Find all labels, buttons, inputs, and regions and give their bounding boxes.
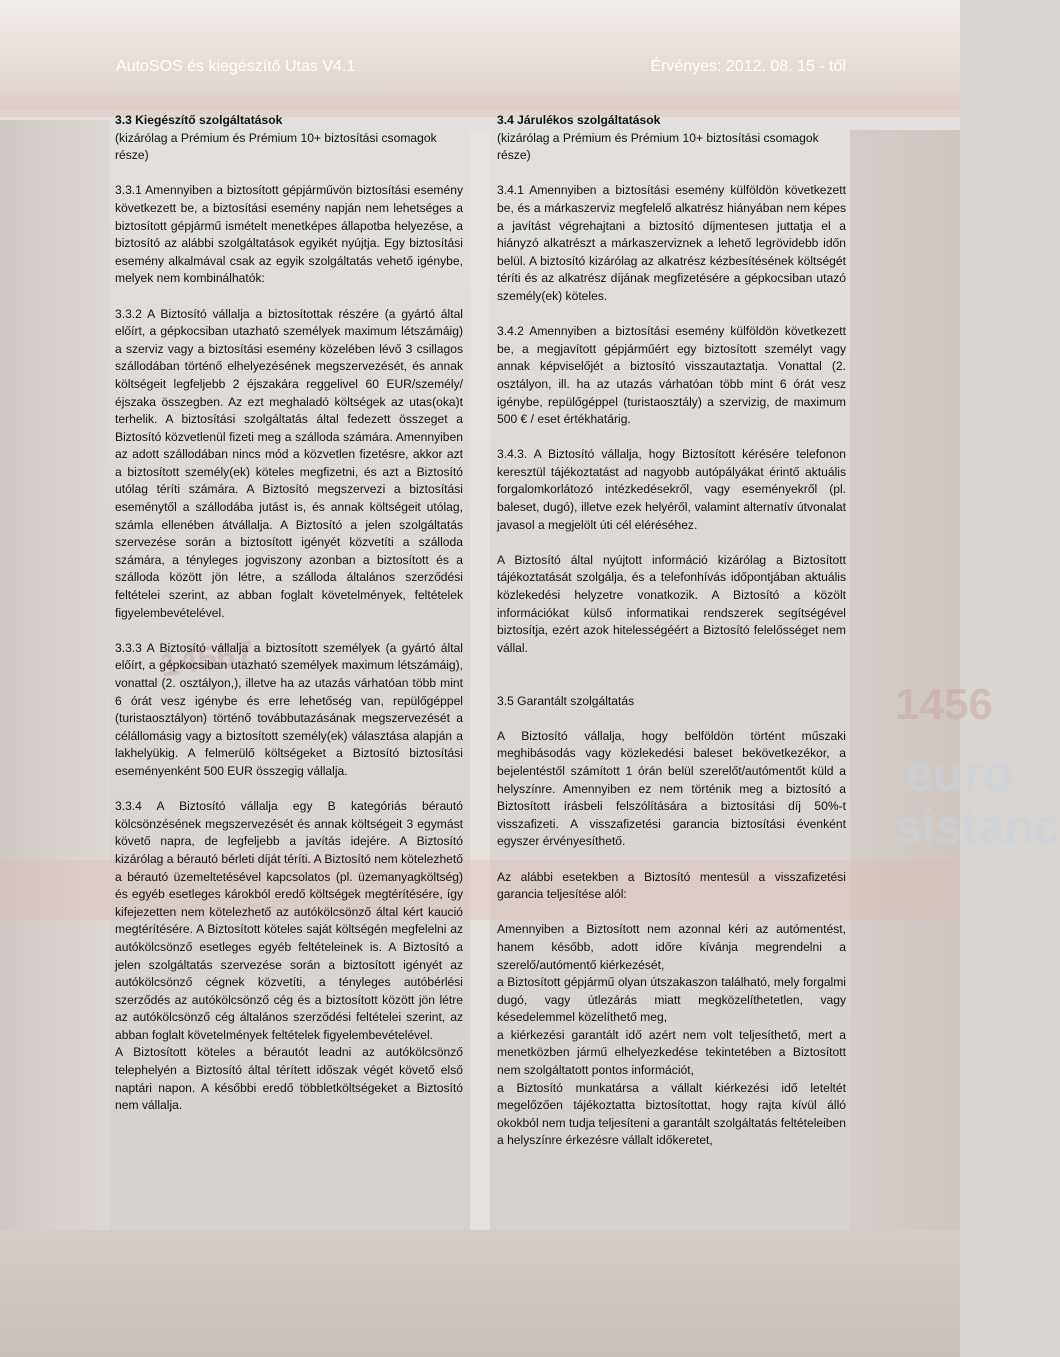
vehicle-number-right: 1456 [895, 680, 993, 729]
paragraph-3-3-4-return: A Biztosított köteles a bérautót leadni az autókölcsönző telephelyén a Biztosító által térített időszak végét követő első naptári napon. A későbbi eredő többletköltségeket a Biztosító nem vállalja. [115, 1045, 463, 1113]
exception-item: a kiérkezési garantált idő azért nem volt teljesíthető, mert a menetközben jármű elhelyezkedése tekintetében a Biztosított nem szolgáltatott pontos információt, [497, 1027, 846, 1078]
paragraph-3-3-3: 3.3.3 A Biztosító vállalja a biztosított személyek (a gyártó által előírt, a gépkocsiban utazható személyek maximum létszámáig), vonattal (2. osztályon,), illetve ha az utazás várhatóan több mint 6 órát vesz igénybe és erre lehetőség van, repülőgéppel (turistaosztályon) történő továbbutazásának megszervezését a célállomásig vagy a biztosított személy(ek) választása alapján a lakhelyükig. A felmerülő költségeket a Biztosító biztosítási eseményenként 500 EUR összegig vállalja. [115, 640, 463, 778]
header-title: AutoSOS és kiegészítő Utas V4.1 [116, 58, 356, 75]
paragraph-3-5-guarantee: A Biztosító vállalja, hogy belföldön történt műszaki meghibásodás vagy közlekedési baleset bekövetkezékor, a bejelentéstől számított 1 órán belül szerelőt/autómentőt küld a helyszínre. Amennyiben ez nem történik meg a biztosító a Biztosított írásbeli felszólítására a biztosítási díj 50%-t visszafizeti. A visszafizetési garancia biztosítási évenként egyszer érvényesíthető. [497, 728, 846, 849]
brand-fragment-assistance: sistanc [895, 801, 1060, 854]
vehicle-number-left: 14567 [157, 633, 257, 685]
section-3-4-title: 3.4 Járulékos szolgáltatások [497, 113, 661, 127]
exception-item: Amennyiben a Biztosított nem azonnal kéri az autómentést, hanem később, adott időre kívánja megrendelni a szerelő/autómentő kiérkezését, [497, 922, 846, 972]
brand-fragment-euro: euro [905, 746, 1014, 802]
right-column [497, 112, 846, 1150]
left-column [115, 112, 463, 1115]
section-3-3-title: 3.3 Kiegészítő szolgáltatások [115, 113, 283, 127]
paragraph-3-4-2: 3.4.2 Amennyiben a biztosítási esemény külföldön következett be, a megjavított gépjárműért egy biztosított személyt vagy annak képviselőjét a biztosító visszautaztatja. Vonattal (2. osztályon, ill. ha az utazás várhatóan több mint 6 órát vesz igénybe, repülőgéppel (turistaosztály) a szervizig, de maximum 500 € / eset értékhatárig. [497, 324, 846, 427]
section-3-4-subtitle: (kizárólag a Prémium és Prémium 10+ biztosítási csomagok része) [497, 130, 819, 163]
exception-item: a Biztosított gépjármű olyan útszakaszon található, mely forgalmi dugó, vagy útlezárás miatt megközelíthetetlen, vagy késedelemmel közelíthető meg, [497, 975, 846, 1025]
paragraph-3-4-1: 3.4.1 Amennyiben a biztosítási esemény külföldön következett be, és a márkaszerviz megfelelő alkatrész hiányában nem képes a javítást végrehajtani a biztosító díjmentesen juttatja el a hiányzó alkatrészt a márkaszerviznek a lehető legrövidebb időn belül. A biztosító kizárólag az alkatrész kézbesítésének költségét téríti és az alkatrész díjának megfizetésére a gépkocsiban utazó személy(ek) köteles. [497, 183, 846, 303]
section-3-3-subtitle: (kizárólag a Prémium és Prémium 10+ biztosítási csomagok része) [115, 130, 437, 163]
exception-item: a Biztosító munkatársa a vállalt kiérkezési idő leteltét megelőzően tájékoztatta biztosítottat, hogy rajta kívül álló okokból nem tudja teljesíteni a garantált szolgáltatás feltételeiben a helyszínre érkezésre vállalt időkeretet, [497, 1080, 846, 1148]
section-3-5-title: 3.5 Garantált szolgáltatás [497, 693, 635, 708]
header-validity: Érvényes: 2012. 08. 15 - től [650, 58, 846, 75]
paragraph-3-4-3: 3.4.3. A Biztosító vállalja, hogy Biztosított kérésére telefonon keresztül tájékoztatást ad nagyobb autópályákat érintő aktuális forgalomkorlátozó intézkedésekről, vagy eseményekről (pl. baleset, dugó), illetve ezek helyéről, valamint alternatív útvonalat javasol a megjelölt úti cél eléréséhez. [497, 447, 846, 532]
paragraph-3-3-2: 3.3.2 A Biztosító vállalja a biztosítottak részére (a gyártó által előírt, a gépkocsiban utazható személyek maximum létszámáig) a szerviz vagy a biztosítási esemény közelében lévő 3 csillagos szállodában történő elhelyezésének megszervezését, és annak költségeit legfeljebb 2 éjszakára reggelivel 60 EUR/személy/éjszaka összegben. Az ezt meghaladó költségek az utas(oka)t terhelik. A biztosítási szolgáltatás által fedezett összeget a Biztosító közvetlenül fizeti meg a szálloda számára. Amennyiben az adott szállodában nincs mód a közvetlen fizetésre, akkor azt a biztosított személy(ek) köteles megfizetni, és azt a Biztosító utólag téríti számára. A Biztosító megszervezi a biztosítási eseménytől a szállodába jutást is, és annak költségeit utólag, számla ellenében átvállalja. A Biztosító a jelen szolgáltatás szervezése során a biztosított igényét közvetíti a szálloda számára, a tényleges jogviszony azonban a biztosított és a szálloda között jön létre, a szálloda általános szerződési feltételei szerint, az abban foglalt követelmények, feltételek figyelembevételével. [115, 306, 463, 620]
paragraph-3-4-3-info: A Biztosító által nyújtott információ kizárólag a Biztosított tájékoztatását szolgálja, és a telefonhívás időpontjában aktuális közlekedési helyzetre vonatkozik. A Biztosító a közölt információkat külső informatikai rendszerek segítségével biztosítja, ezért azok hitelességéért a Biztosító felelősséget nem vállal. [497, 552, 846, 655]
paragraph-3-3-1: 3.3.1 Amennyiben a biztosított gépjárművön biztosítási esemény következett be, a biztosítási esemény napján nem lehetséges a biztosított gépjármű ismételt menetképes állapotba helyezése, a biztosító az alábbi szolgáltatások egyikét nyújtja. Egy biztosítási esemény alkalmával csak az egyik szolgáltatás vehető igénybe, melyek nem kombinálhatók: [115, 183, 463, 286]
paragraph-3-5-exemptions-intro: Az alábbi esetekben a Biztosító mentesül a visszafizetési garancia teljesítése alól: [497, 869, 846, 902]
paragraph-3-3-4: 3.3.4 A Biztosító vállalja egy B kategóriás bérautó kölcsönzésének megszervezését és annak költségeit 3 egymást követő napra, de legfeljebb a javítás idejére. A Biztosító kizárólag a bérautó bérleti díját téríti. A Biztosító nem kötelezhető a bérautó üzemeltetésével kapcsolatos (pl. üzemanyagköltség) és egyéb esetleges károkból eredő költségek megtérítésére, így kifejezetten nem kötelezhető az autókölcsönző által kért kaució megtérítésére. A Biztosított köteles saját költségén megfelelni az autókölcsönző esetleges egyéb feltételeinek is. A Biztosító a jelen szolgáltatás szervezése során a biztosított igényét az autókölcsönző cégnek közvetíti, a tényleges autóbérlési szerződés az autókölcsönző cég és a biztosított között jön létre az autókölcsönző cég általános szerződési feltételei szerint, az abban foglalt követelmények feltételek figyelembevételével. [115, 799, 463, 1042]
